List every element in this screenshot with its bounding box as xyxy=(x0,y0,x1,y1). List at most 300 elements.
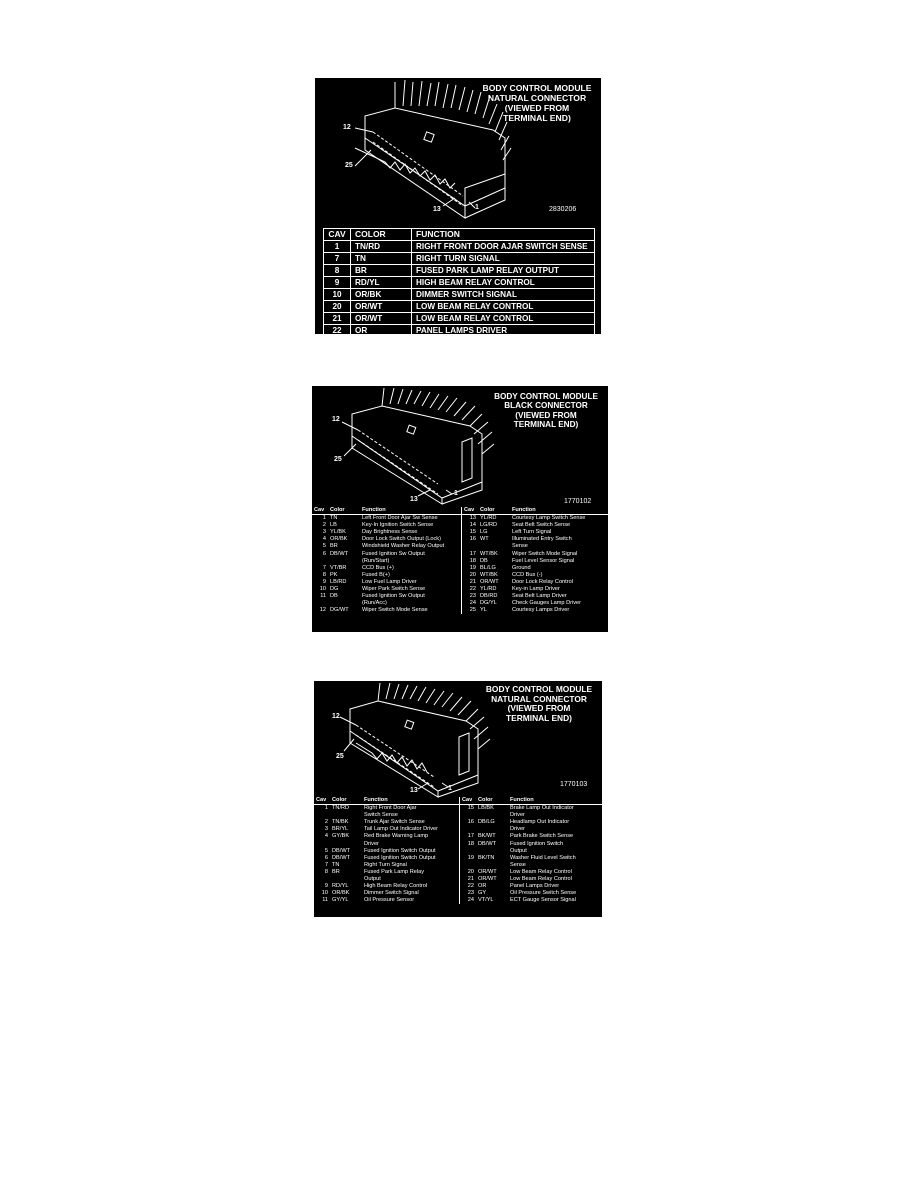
cell-function: Fused Ignition Sw Output xyxy=(362,593,425,600)
panel-natural-connector-2 xyxy=(314,681,602,917)
cell-cav: 8 xyxy=(324,868,328,875)
cell-function: Illuminated Entry Switch xyxy=(512,536,572,543)
cell-function: Sense xyxy=(512,543,528,550)
cell-cav: 9 xyxy=(324,277,351,289)
cell-color: LB/BK xyxy=(478,805,494,812)
cell-function: Park Brake Switch Sense xyxy=(510,833,574,840)
table-row xyxy=(462,579,608,586)
header-color: Color xyxy=(478,507,510,515)
header-function: FUNCTION xyxy=(412,229,595,241)
table-row xyxy=(462,551,608,558)
cell-cav: 4 xyxy=(322,536,326,543)
cell-cav: 12 xyxy=(319,607,326,614)
cell-function: Seat Belt Switch Sense xyxy=(512,522,571,529)
table-row xyxy=(314,855,460,862)
cell-color: YL/RD xyxy=(480,586,497,593)
header-cav: Cav xyxy=(314,797,330,805)
cell-cav: 21 xyxy=(469,578,476,585)
title-line: TERMINAL END) xyxy=(513,420,579,430)
cell-color xyxy=(330,841,362,848)
cell-color: LB/RD xyxy=(330,578,347,585)
cell-cav: 13 xyxy=(469,515,476,522)
cell-function: Wiper Park Switch Sense xyxy=(362,586,426,593)
cell-function: FUSED PARK LAMP RELAY OUTPUT xyxy=(412,265,595,277)
cell-cav: 1 xyxy=(324,241,351,253)
cell-function: Low Beam Relay Control xyxy=(510,868,572,875)
cell-function: Dimmer Switch Signal xyxy=(364,890,419,897)
cell-function: RIGHT FRONT DOOR AJAR SWITCH SENSE xyxy=(412,241,595,253)
cell-function: Seat Belt Lamp Driver xyxy=(512,593,567,600)
header-function: Function xyxy=(362,797,460,805)
cell-cav: 16 xyxy=(469,536,476,543)
table-row xyxy=(312,565,462,572)
cell-cav: 4 xyxy=(324,833,328,840)
cell-function: Oil Pressure Switch Sense xyxy=(510,890,577,897)
table-row xyxy=(312,515,462,523)
pinout-table-left xyxy=(312,507,462,614)
cell-color: OR/WT xyxy=(351,301,412,313)
connector-title xyxy=(478,685,600,724)
title-line: BODY CONTROL MODULE xyxy=(494,392,598,401)
cell-color: LG/RD xyxy=(480,522,498,529)
header-color: Color xyxy=(476,797,508,805)
table-row xyxy=(324,277,595,289)
cell-cav: 22 xyxy=(469,586,476,593)
pin-label-13: 13 xyxy=(410,787,418,794)
cell-cav: 7 xyxy=(322,564,326,571)
cell-cav: 5 xyxy=(322,543,326,550)
cell-cav xyxy=(314,812,330,819)
table-row xyxy=(312,579,462,586)
table-row xyxy=(460,897,602,904)
cell-color: RD/YL xyxy=(351,277,412,289)
pinout-table xyxy=(314,797,602,904)
cell-color: BR/YL xyxy=(332,826,349,833)
cell-color xyxy=(330,876,362,883)
cell-cav: 17 xyxy=(469,550,476,557)
header-color: Color xyxy=(328,507,360,515)
cell-color: OR/BK xyxy=(330,536,348,543)
table-row xyxy=(462,593,608,600)
table-row xyxy=(314,890,460,897)
cell-color: RD/YL xyxy=(332,883,349,890)
cell-function: Output xyxy=(364,876,381,883)
pinout-table-right xyxy=(462,507,608,614)
cell-color: DB xyxy=(330,593,338,600)
table-row xyxy=(312,558,462,565)
table-row xyxy=(460,869,602,876)
table-row xyxy=(462,607,608,614)
cell-cav: 6 xyxy=(324,854,328,861)
cell-cav: 3 xyxy=(324,826,328,833)
cell-function: LOW BEAM RELAY CONTROL xyxy=(412,313,595,325)
table-row xyxy=(314,826,460,833)
cell-color xyxy=(330,812,362,819)
cell-color: GY/BK xyxy=(332,833,350,840)
cell-cav: 22 xyxy=(324,325,351,335)
header-function: Function xyxy=(510,507,608,515)
cell-cav: 19 xyxy=(467,854,474,861)
cell-color: VT/YL xyxy=(478,897,494,904)
header-function: Function xyxy=(360,507,462,515)
cell-color xyxy=(476,862,508,869)
cell-cav xyxy=(460,848,476,855)
table-row xyxy=(314,812,460,819)
header-function: Function xyxy=(508,797,602,805)
cell-color: DB xyxy=(480,557,488,564)
cell-cav xyxy=(460,826,476,833)
header-color: Color xyxy=(330,797,362,805)
table-row xyxy=(460,833,602,840)
cell-function: Courtesy Lamps Driver xyxy=(512,607,570,614)
cell-color: BK/TN xyxy=(478,854,495,861)
cell-function: Trunk Ajar Switch Sense xyxy=(364,819,425,826)
pinout-table xyxy=(312,507,608,614)
cell-function: High Beam Relay Control xyxy=(364,883,428,890)
title-line: (VIEWED FROM xyxy=(515,410,577,420)
cell-color: OR/WT xyxy=(478,868,497,875)
pin-label-1: 1 xyxy=(448,785,452,792)
connector-title xyxy=(486,392,606,430)
table-row xyxy=(460,890,602,897)
cell-cav: 24 xyxy=(467,897,474,904)
table-row xyxy=(462,536,608,543)
table-row xyxy=(324,289,595,301)
cell-function: Fused B(+) xyxy=(362,571,390,578)
cell-cav: 20 xyxy=(469,571,476,578)
cell-color: DB/WT xyxy=(332,847,351,854)
cell-function: PANEL LAMPS DRIVER xyxy=(412,325,595,335)
table-row xyxy=(324,265,595,277)
cell-color: DB/WT xyxy=(330,550,349,557)
cell-color: YL xyxy=(480,607,487,614)
pin-label-13: 13 xyxy=(410,496,418,503)
cell-function: Key-in Lamp Driver xyxy=(512,586,560,593)
table-row xyxy=(324,325,595,335)
cell-color: DG/WT xyxy=(330,607,349,614)
cell-function: CCD Bus (-) xyxy=(512,571,543,578)
cell-cav: 23 xyxy=(469,593,476,600)
cell-function: Right Turn Signal xyxy=(364,861,407,868)
table-row xyxy=(312,586,462,593)
cell-function: Low Fuel Lamp Driver xyxy=(362,578,417,585)
table-header-row xyxy=(312,507,462,515)
table-row xyxy=(314,805,460,813)
cell-color: GY xyxy=(478,890,487,897)
table-row xyxy=(314,819,460,826)
cell-color: OR xyxy=(478,883,487,890)
cell-function: Wiper Switch Mode Signal xyxy=(512,550,578,557)
cell-cav: 17 xyxy=(467,833,474,840)
cell-color: BR xyxy=(351,265,412,277)
cell-cav: 21 xyxy=(467,876,474,883)
figure-id: 2830206 xyxy=(549,206,577,213)
cell-color xyxy=(328,600,360,607)
table-row xyxy=(460,848,602,855)
cell-function: Check Gauges Lamp Driver xyxy=(512,600,582,607)
cell-color: TN/RD xyxy=(351,241,412,253)
title-line: NATURAL CONNECTOR xyxy=(491,693,587,704)
cell-cav: 19 xyxy=(469,564,476,571)
figure-id: 1770103 xyxy=(560,781,588,788)
table-row xyxy=(312,536,462,543)
cell-color: TN xyxy=(332,861,340,868)
table-row xyxy=(460,826,602,833)
cell-color: OR/WT xyxy=(480,578,499,585)
cell-cav: 11 xyxy=(320,593,326,600)
pin-label-12: 12 xyxy=(332,416,340,423)
table-row xyxy=(460,819,602,826)
cell-cav: 7 xyxy=(324,253,351,265)
table-row xyxy=(460,805,602,813)
cell-function: Headlamp Out Indicator xyxy=(510,819,570,826)
cell-function: Switch Sense xyxy=(364,812,398,819)
cell-cav: 1 xyxy=(324,805,328,812)
table-row xyxy=(460,876,602,883)
table-row xyxy=(462,543,608,550)
cell-cav: 18 xyxy=(467,840,474,847)
cell-color xyxy=(478,543,510,550)
cell-color: DB/WT xyxy=(332,854,351,861)
pinout-table-right xyxy=(460,797,602,904)
cell-function: Low Beam Relay Control xyxy=(510,876,572,883)
table-row xyxy=(312,593,462,600)
cell-cav: 20 xyxy=(324,301,351,313)
cell-function: (Run/Start) xyxy=(362,557,390,564)
cell-color: LB xyxy=(330,522,337,529)
cell-color xyxy=(476,848,508,855)
table-row xyxy=(314,897,460,904)
table-header-row xyxy=(324,229,595,241)
cell-color: DG/YL xyxy=(480,600,497,607)
table-row xyxy=(324,301,595,313)
header-cav: Cav xyxy=(460,797,476,805)
cell-cav xyxy=(314,841,330,848)
table-row xyxy=(324,253,595,265)
pinout-table-left xyxy=(314,797,460,904)
cell-cav xyxy=(460,862,476,869)
cell-color: BR xyxy=(332,868,340,875)
table-row xyxy=(462,600,608,607)
table-row xyxy=(462,522,608,529)
header-cav: CAV xyxy=(324,229,351,241)
pin-label-13: 13 xyxy=(433,206,441,213)
cell-function: Left Turn Signal xyxy=(512,529,552,536)
cell-function: Washer Fluid Level Switch xyxy=(510,854,576,861)
cell-cav: 1 xyxy=(322,515,326,522)
cell-color: TN xyxy=(330,515,338,522)
cell-function: Sense xyxy=(510,861,526,868)
cell-cav xyxy=(460,812,476,819)
cell-function: RIGHT TURN SIGNAL xyxy=(412,253,595,265)
cell-function: Day Brightness Sense xyxy=(362,529,418,536)
table-row xyxy=(324,241,595,253)
table-row xyxy=(312,529,462,536)
table-row xyxy=(312,600,462,607)
cell-cav xyxy=(312,558,328,565)
panel-black-connector xyxy=(312,386,608,632)
title-line: BLACK CONNECTOR xyxy=(504,401,588,411)
cell-cav xyxy=(312,600,328,607)
cell-cav: 8 xyxy=(322,571,326,578)
table-row xyxy=(312,522,462,529)
cell-cav: 7 xyxy=(324,861,328,868)
cell-function: Brake Lamp Out Indicator xyxy=(510,805,574,812)
cell-cav: 5 xyxy=(324,847,328,854)
pin-label-25: 25 xyxy=(334,456,342,463)
pin-label-1: 1 xyxy=(475,204,479,211)
cell-cav: 23 xyxy=(467,890,474,897)
table-row xyxy=(314,833,460,840)
title-line: (VIEWED FROM xyxy=(504,102,570,113)
cell-cav: 3 xyxy=(322,529,326,536)
table-row xyxy=(460,883,602,890)
cell-cav: 25 xyxy=(469,607,476,614)
cell-function: (Run/Acc) xyxy=(362,600,387,607)
cell-color: TN xyxy=(351,253,412,265)
table-header-row xyxy=(462,507,608,515)
cell-cav: 8 xyxy=(324,265,351,277)
cell-color: YL/BK xyxy=(330,529,346,536)
cell-function: Panel Lamps Driver xyxy=(510,883,560,890)
cell-color: DG xyxy=(330,586,339,593)
cell-color: DB/LG xyxy=(478,819,495,826)
pin-label-1: 1 xyxy=(454,490,458,497)
table-row xyxy=(460,812,602,819)
cell-cav: 16 xyxy=(467,819,474,826)
cell-function: Door Lock Relay Control xyxy=(512,578,573,585)
table-row xyxy=(460,862,602,869)
cell-function: Fused Ignition Sw Output xyxy=(362,550,425,557)
cell-function: Fused Ignition Switch Output xyxy=(364,854,436,861)
cell-function: Driver xyxy=(510,812,525,819)
table-row xyxy=(462,565,608,572)
cell-function: Windshield Washer Relay Output xyxy=(362,543,445,550)
cell-function: Fuel Level Sensor Signal xyxy=(512,557,575,564)
cell-color: OR/WT xyxy=(478,876,497,883)
cell-cav: 20 xyxy=(467,868,474,875)
header-color: COLOR xyxy=(351,229,412,241)
cell-function: Courtesy Lamp Switch Sense xyxy=(512,515,586,522)
cell-cav: 9 xyxy=(322,578,326,585)
cell-color: WT/BK xyxy=(480,571,498,578)
cell-color: VT/BR xyxy=(330,564,347,571)
cell-color: TN/BK xyxy=(332,819,349,826)
table-row xyxy=(312,543,462,550)
cell-color: BL/LG xyxy=(480,564,496,571)
cell-function: Tail Lamp Out Indicator Driver xyxy=(364,826,438,833)
cell-function: Ground xyxy=(512,564,531,571)
cell-cav: 6 xyxy=(322,550,326,557)
cell-cav: 10 xyxy=(319,586,326,593)
cell-function: Driver xyxy=(364,840,379,847)
cell-function: Red Brake Warning Lamp xyxy=(364,833,429,840)
cell-function: Wiper Switch Mode Sense xyxy=(362,607,428,614)
cell-function: Driver xyxy=(510,826,525,833)
cell-color xyxy=(476,812,508,819)
cell-function: LOW BEAM RELAY CONTROL xyxy=(412,301,595,313)
cell-function: Fused Ignition Switch xyxy=(510,840,564,847)
cell-cav: 22 xyxy=(467,883,474,890)
title-line: BODY CONTROL MODULE xyxy=(482,83,592,93)
table-row xyxy=(460,841,602,848)
cell-function: CCD Bus (+) xyxy=(362,564,394,571)
cell-function: HIGH BEAM RELAY CONTROL xyxy=(412,277,595,289)
table-row xyxy=(462,515,608,523)
cell-cav xyxy=(462,543,478,550)
table-header-row xyxy=(314,797,460,805)
cell-color: WT xyxy=(480,536,489,543)
cell-function: Door Lock Switch Output (Lock) xyxy=(362,536,441,543)
cell-function: Right Front Door Ajar xyxy=(364,805,417,812)
title-line: NATURAL CONNECTOR xyxy=(487,92,587,103)
cell-function: Output xyxy=(510,847,527,854)
connector-title xyxy=(475,84,599,124)
cell-cav: 14 xyxy=(469,522,476,529)
table-row xyxy=(314,862,460,869)
table-row xyxy=(314,876,460,883)
table-row xyxy=(462,558,608,565)
cell-function: Left Front Door Ajar Sw Sense xyxy=(362,515,438,522)
cell-cav: 11 xyxy=(322,897,328,904)
table-row xyxy=(462,586,608,593)
pinout-table xyxy=(323,228,595,334)
title-line: TERMINAL END) xyxy=(506,712,572,723)
cell-color: LG xyxy=(480,529,488,536)
title-line: BODY CONTROL MODULE xyxy=(485,684,593,694)
cell-color: OR xyxy=(351,325,412,335)
table-row xyxy=(460,855,602,862)
cell-cav xyxy=(314,876,330,883)
cell-cav: 2 xyxy=(322,522,326,529)
cell-cav: 9 xyxy=(324,883,328,890)
cell-function: Oil Pressure Sensor xyxy=(364,897,415,904)
cell-cav: 18 xyxy=(469,557,476,564)
cell-function: Key-In Ignition Switch Sense xyxy=(362,522,434,529)
title-line: (VIEWED FROM xyxy=(507,703,571,714)
cell-color: OR/WT xyxy=(351,313,412,325)
cell-function: DIMMER SWITCH SIGNAL xyxy=(412,289,595,301)
pin-label-25: 25 xyxy=(345,162,353,169)
table-row xyxy=(314,869,460,876)
table-row xyxy=(314,848,460,855)
cell-cav: 15 xyxy=(469,529,476,536)
cell-color: WT/BK xyxy=(480,550,498,557)
cell-function: Fused Park Lamp Relay xyxy=(364,868,425,875)
cell-color: YL/RD xyxy=(480,515,497,522)
cell-color xyxy=(328,558,360,565)
cell-color: BK/WT xyxy=(478,833,496,840)
table-row xyxy=(462,572,608,579)
table-row xyxy=(312,607,462,614)
panel-natural-connector-1 xyxy=(315,78,601,334)
cell-color xyxy=(476,826,508,833)
title-line: TERMINAL END) xyxy=(503,112,571,123)
cell-cav: 2 xyxy=(324,819,328,826)
table-header-row xyxy=(460,797,602,805)
cell-color: DB/RD xyxy=(480,593,498,600)
header-cav: Cav xyxy=(312,507,328,515)
cell-color: OR/BK xyxy=(332,890,350,897)
cell-function: Fused Ignition Switch Output xyxy=(364,847,436,854)
cell-cav: 21 xyxy=(324,313,351,325)
cell-color: GY/YL xyxy=(332,897,349,904)
pin-label-25: 25 xyxy=(336,753,344,760)
cell-cav: 10 xyxy=(321,890,328,897)
cell-cav: 24 xyxy=(469,600,476,607)
cell-cav: 15 xyxy=(467,805,474,812)
table-row xyxy=(312,572,462,579)
